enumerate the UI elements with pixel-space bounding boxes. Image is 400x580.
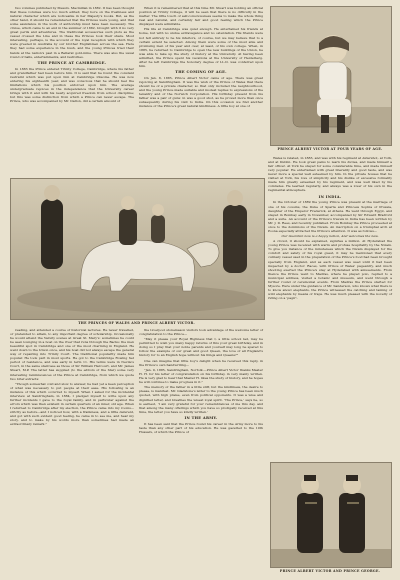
india-continued-paragraph: A crowd, it should be explained, signifies a million. At Hyderabad the young Prince was received with warm and profuse hospitality by the Nizam. To give you instance of the minuteness which the Nizam displayed for the comfort and safety of his royal guest, it may be mentioned that every culinary vessel used in the preparation of the Prince's food had been brought specially from England, and as each vessel was used until it had been inspected by a doctor. Races, with Prince of Wales' pageantry, and much shooting exerted the Prince's stay at Hyderabad with amusements. From thence the Prince went to Madras, where he played polo, replied to a municipal address, visited a botanic and museum, and went through a further round of ceremonial events. From Madras the Prince started for Mysore. Here under the guidance of Mr. Sanderson, who knows what there is to know about elephants, the Prince witnessed the catching and taming of wild elephants by means of traps. He was much pleased with the novelty of riding on a 'pagir'- <box>268 239 392 300</box>
left-column <box>10 6 134 104</box>
inscription-poem: Our Guardian now is a happy nation, And welcomes the new. <box>281 234 379 239</box>
army-paragraph: It has been said that the Prince found his career in the Army more to his taste than any other part of his education. He was gazetted to the 10th Hussars, of which the Prince of <box>139 421 263 434</box>
middle-column <box>139 6 263 110</box>
reply-intro: One can imagine that little boy's delight when he received this reply, in the Prince's own handwriting— <box>139 358 263 367</box>
boy-letter: "May it please your Royal Highness that I, a little school lad, may be permitted to wish you many happy returns of this your great birthday, and in doing so I pray that your noble parents and yourself may long be spared to follow the example of our great and good Queen, the love of all England's history for to an English hope without his Kings and Queens?" <box>139 337 263 358</box>
middle-column-lower <box>139 328 263 435</box>
section-heading-army: IN THE ARMY. <box>184 416 218 421</box>
right-column <box>268 156 392 301</box>
section-heading-india: IN INDIA. <box>318 194 342 199</box>
two-princes-illustration <box>271 463 391 567</box>
prince-reply: "Jan. 9, 1885, Sandringham, Norfolk.—Prince Albert Victor thanks Master H. H. for his letter of congratulation on his birthday, in very manly written. He is very glad to hear that Master H. likes the study of history, and he hopes he will continue to make progress in it." <box>139 367 263 385</box>
prince-four-years-photo <box>270 6 392 146</box>
pony-caption: THE PRINCES OF WALES AND PRINCE ALBERT VICTOR. <box>78 321 195 325</box>
cambridge-more-paragraph: reading, and attended a course of historical lectures. He never travelled, or pretended to attain, to any important degree of scholarship. Occasionally he would attend the Varsity scenes at Great St. Mary's: sometimes he could be seen lounging in a boat on the river that runs through the Backs; the men beautiful spot in Cambridge and one of the most charming in England. He went down to the Union once, and his boat did not always escape the general way of repairing into Trinity Court. The traditional popularity made him popular. He took part in most sports. He got to the Cambridge Rowing Set period of residence, and was early in term 11. His terms were in Nevile's Court, in the same staircase as those of Sir William Harcourt, and Mr. James Stuart, M.P. The latter has supplied (to the editors of the Star) some very interesting reminiscences of the Prince at Cambridge, from which we quote two brief extracts: <box>10 328 134 381</box>
letter-intro: the Liverpool stonemason visitors took advantage of the welcome letter of congratulation to the Prince— <box>139 328 263 337</box>
pony-photo <box>10 178 265 320</box>
regiment-paragraph: Wales is related, in 1883, and was with his regiment at Aldershot, at York, and at Dublin. He took great pains to learn his duties, and made himself a fair officer. At York he stayed for some considerable time, and made himself very popular. He entertained with great liberality and good taste, and was never more a special well esteemed by him. In the private houses that he visited at York, his love of simplicity and his dislike of excessive formality made him greatly esteemed by his regiment, and was well liked by his comrades. He learned regularly, and always was a lover of his own in the regimental atmosphere. <box>268 156 392 193</box>
pony-illustration <box>11 179 264 319</box>
cambridge-paragraph: In 1883 the Prince entered Trinity College, Cambridge, where his father and grandfather had been before him. It is said that he found the constant restraint which was put upon him at Cambridge irksome. He was now entering his eighteenth year, and was conscious that he should feel the limitations which his position enforced upon him. The average undergraduate rejoices in the independence that the University career brings with it and with his newly acquired freedom from school discipline; but this was some distinction from which a Prince can never escape. The Prince, who was accompanied by Mr. Dalton, did a certain amount of <box>10 66 134 104</box>
regimental-photo <box>270 462 392 568</box>
prince-child-illustration <box>271 7 391 145</box>
mid-intro-paragraph: When it is remembered that at this time Mr. Stuart was holding an official position at Trinity College, it will be seen that there is no difficulty in the matter. The little touch of self-consciousness seems to make the whole thing real and natural, and certainly fair and good feeling which the Prince displayed were admirable. <box>139 6 263 27</box>
mid-continued-paragraph: His life at Cambridge was quiet enough. He entertained his friends at home, but with no undue extravagance and no ostentation. His friends were not felt entirely to be his inferiors, of course, but we may believe that to a certain extent he selected. Among them were some of the most able and promising men of his year and over, at least, of his own college. When, in 1885, he returned to Cambridge to open the new buildings of the Union, he was able to take up the study of history at the University. At having been admitted, the Prince spent his vacations at the University of Heidelberg. After he left Cambridge the honorary degree of LL.D. was conferred upon him. <box>139 27 263 68</box>
regimental-caption: PRINCE ALBERT VICTOR AND PRINCE GEORGE. <box>279 569 381 573</box>
prince-four-years-caption: PRINCE ALBERT VICTOR AT FOUR YEARS OF AGE. <box>277 147 383 151</box>
section-heading-cambridge: THE PRINCE AT CAMBRIDGE. <box>37 61 107 66</box>
stuart-quote: "Though somewhat cold and slow to answer, he had yet a keen perception of what was necessary to put people at their ease. His following is an instance of this which occurred to myself. When I asked for the incidental interview at Sandringham, in 1884, I pledged myself to write upon any further incidents I gave to the royal family, and in particular against the errors which was then existent in certain quarters of an inner, old age. When I returned to Cambridge after my election, the Prince came into my rooms—strictly as before—and I noticed how, with a frankness, and a little deferent, and got with such evident good feeling, he came in to see me, and hear my story, and to make by his words more than sometimes had made an extraordinary remark." <box>10 381 134 427</box>
intro-paragraph: two volumes published by Messrs. Macmillan in 1882. It has been thought that these volumes were too much edited; they bore on the freshness and natural character which are noticeable in her Majesty's books. But, as the other hand, it should be remembered that the Princes were young, and that some assistance in the work of authorship must have been necessary. The cruise, which came to an end in the summer of 1882, brought with it no very great perils and adventures. The traditional accessories such plots as the vessel crossed the Line and in these the Princes took their share. Most interesting, perhaps, is the account of the loyal reception with which they were greeted in Australia by our brother Englishmen across the sea. Here they had some experience in the bush, and the young Princes tried their hands at the nation's past in a Bellarat gold-mine. There was also the usual round of balls, entertainments, and festivities. <box>10 6 134 59</box>
india-paragraph: In the October of 1889 the young Prince was present at the marriage of one of his cousins, the Duke of Sparta and Princess Sophia of Prussia, daughter of the Emperor Frederick, at Athens. He went through Egypt, and stayed in Bombay early in November, accompanied by Sir Edward Bradford and a suite. An account of the Prince's travels in India has been written by Mr. J. D. Rees, and recently published. From Bombay the Prince proceeded at once to the dominions of the Nizam. An inscription on a triumphal arch at Poona especially attracted the Prince's attention. It was as follows— <box>268 200 392 233</box>
coming-of-age-paragraph: On Jan. 8, 1885, Prince Albert Victor came of age. There was great rejoicing at Sandringham. It was the wish of the Prince of Wales that there should be of a private character, so that only included the neighbourhood, and the young Prince made suitable and modest replies to expressions of the tenantry and of the Norwich Corporation. His birthday present from his father was a pair of guns: in was a good shot, as he proved more than once subsequently during his visit to India. On this occasion we find another instance of the Prince's great natural kindliness. A little boy at one of <box>139 75 263 109</box>
gladstone-paragraph: The memory of the father in a little stiff, but the kindliness, the desire to please, is manifest. Mr. Gladstone's letter to the young Prince has been much quoted, with high praise, even from political opponents. It was a wise and dignified letter, and breathes the wisest loyal spirit. 'The Prince,' says he, so is earnest, 'I am very grateful for your remembrances of me this day, and that among the many offerings which you have so prodigally received at this time, the letter you have so kindly written.' <box>139 385 263 414</box>
section-heading-coming-of-age: THE COMING OF AGE. <box>175 70 227 75</box>
left-column-lower <box>10 328 134 428</box>
